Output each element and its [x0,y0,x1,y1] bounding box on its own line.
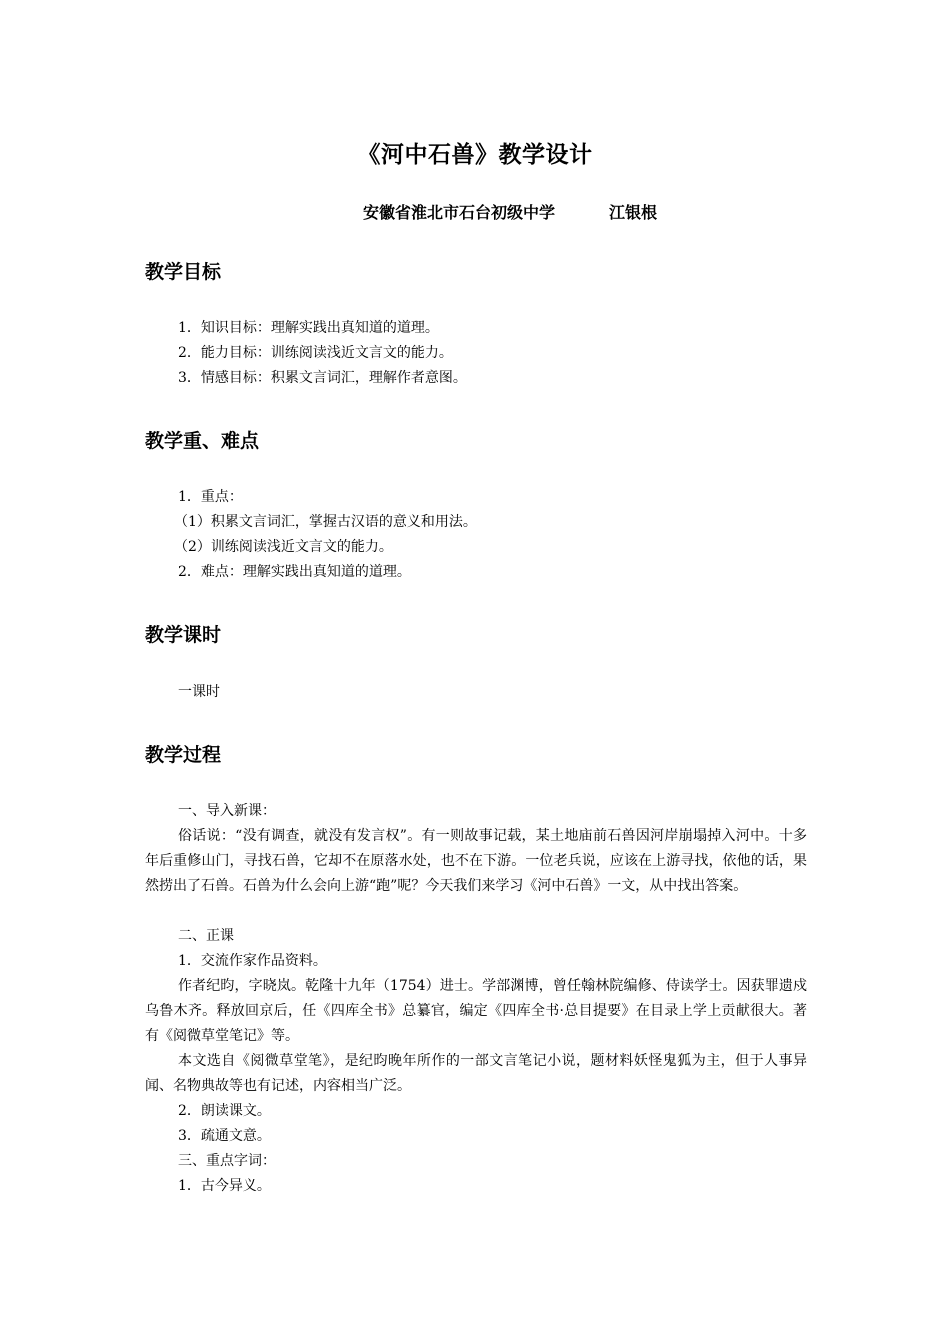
keypoint-item: 2．难点：理解实践出真知道的道理。 [178,564,411,580]
process-line: 1．交流作家作品资料。 [178,953,327,969]
process-paragraph: 本文选自《阅微草堂笔》，是纪昀晚年所作的一部文言笔记小说，题材料妖怪鬼狐为主，但于人事异闻、名物典故等也有记述，内容相当广泛。 [145,1053,807,1094]
process-line: 3．疏通文意。 [178,1128,271,1144]
goal-item: 3．情感目标：积累文言词汇，理解作者意图。 [178,370,467,386]
section-heading-goals: 教学目标 [145,261,222,283]
keypoint-item: （2）训练阅读浅近文言文的能力。 [174,539,393,555]
goal-item: 1．知识目标：理解实践出真知道的道理。 [178,320,439,336]
hours-text: 一课时 [178,684,220,700]
process-line: 二、正课 [178,928,234,944]
keypoint-item: 1．重点： [178,489,243,505]
school-name: 安徽省淮北市石台初级中学 [363,203,556,222]
section-heading-process: 教学过程 [145,744,222,766]
keypoint-item: （1）积累文言词汇，掌握古汉语的意义和用法。 [174,514,477,530]
process-line: 三、重点字词： [178,1153,276,1169]
process-line: 2．朗读课文。 [178,1103,271,1119]
process-paragraph: 俗话说：“没有调查，就没有发言权”。有一则故事记载，某土地庙前石兽因河岸崩塌掉入河中。十多年后重修山门，寻找石兽，它却不在原落水处，也不在下游。一位老兵说，应该在上游寻找，依他的话，果然捞出了石兽。石兽为什么会向上游“跑”呢？今天我们来学习《河中石兽》一文，从中找出答案。 [145,828,807,894]
goal-item: 2．能力目标：训练阅读浅近文言文的能力。 [178,345,453,361]
author-line [363,200,657,223]
process-paragraph: 作者纪昀，字晓岚。乾隆十九年（1754）进士。学部渊博，曾任翰林院编修、侍读学士。因获罪遗戍乌鲁木齐。释放回京后，任《四库全书》总纂官，编定《四库全书·总目提要》在目录上学上贡献很大。著有《阅微草堂笔记》等。 [145,978,807,1044]
process-line: 1．古今异义。 [178,1178,271,1194]
process-line: 一、导入新课： [178,803,276,819]
document-title: 《河中石兽》教学设计 [357,142,593,168]
author-name: 江银根 [609,203,658,222]
section-heading-keypoints: 教学重、难点 [145,430,260,452]
section-heading-hours: 教学课时 [145,624,222,646]
